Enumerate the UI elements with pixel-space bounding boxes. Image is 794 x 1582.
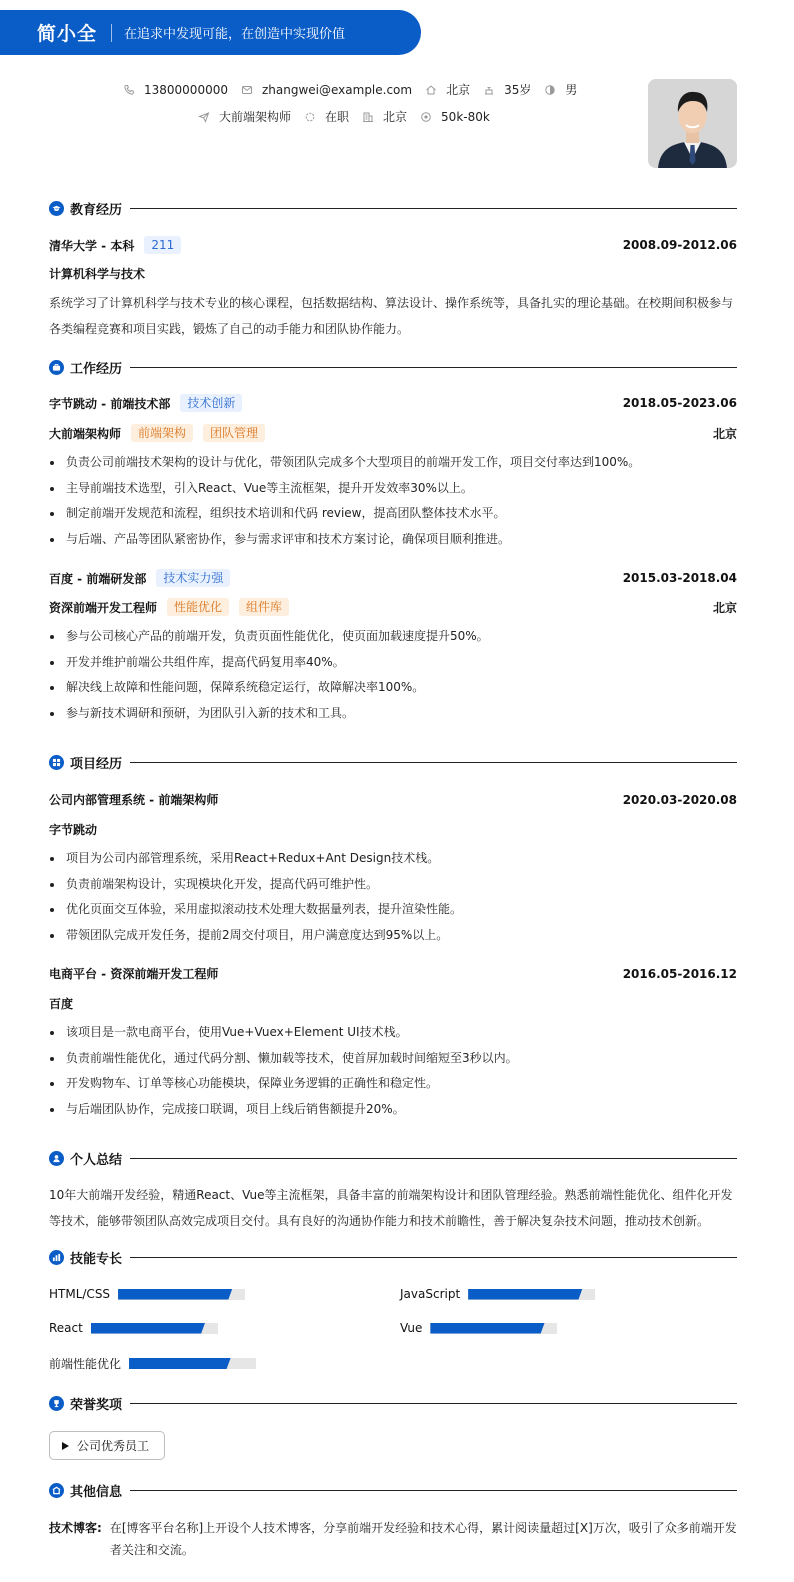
contact-salary [420,110,490,124]
project-company: 百度 [49,997,74,1011]
role-tag: 前端架构 [131,424,193,442]
award-badge [49,1431,165,1460]
skill-bar-fill [118,1289,232,1300]
skill-name: Vue [400,1321,423,1335]
user-icon [49,1151,64,1166]
status-value: 在职 [325,110,350,124]
graduation-cap-icon [49,201,64,216]
skill-bar-fill [129,1358,231,1369]
location-icon [425,84,437,96]
skill-bar [91,1323,218,1334]
section-divider [130,1490,737,1491]
list-item: 开发并维护前端公共组件库，提高代码复用率40%。 [49,650,737,676]
skill-item [49,1287,245,1301]
section-divider [130,367,737,368]
project-2-bullets [49,1020,737,1122]
list-item: 负责前端架构设计，实现模块化开发，提高代码可维护性。 [49,872,737,898]
list-item: 负责公司前端技术架构的设计与优化，带领团队完成多个大型项目的前端开发工作，项目交付率达到100%。 [49,450,737,476]
age-icon [483,84,495,96]
candidate-name: 简小全 [37,23,98,45]
work-2-role-row [49,598,737,616]
list-item: 与后端团队协作，完成接口联调，项目上线后销售额提升20%。 [49,1097,737,1123]
skill-name: HTML/CSS [49,1287,111,1301]
company-name: 百度 - 前端研发部 [49,571,147,586]
list-item: 参与新技术调研和预研，为团队引入新的技术和工具。 [49,701,737,727]
list-item: 主导前端技术选型，引入React、Vue等主流框架，提升开发效率30%以上。 [49,476,737,502]
project-period: 2016.05-2016.12 [622,966,737,981]
skill-bar [129,1358,256,1369]
play-triangle-icon [62,1442,69,1450]
section-divider [130,1403,737,1404]
skill-name: React [49,1321,83,1335]
banner-divider [111,24,112,42]
role-name: 资深前端开发工程师 [49,600,158,615]
contact-email [241,83,412,97]
contact-expected-city [362,108,407,125]
company-name: 字节跳动 - 前端技术部 [49,396,171,411]
company-tag: 技术实力强 [156,569,230,587]
section-work [49,358,737,376]
major: 计算机科学与技术 [49,267,146,281]
list-item: 参与公司核心产品的前端开发，负责页面性能优化，使页面加载速度提升50%。 [49,624,737,650]
award-name: 公司优秀员工 [77,1439,150,1453]
salary-value: 50k-80k [441,109,490,124]
role-tag: 团队管理 [203,424,265,442]
email-value: zhangwei@example.com [261,82,413,97]
school-tag: 211 [144,236,181,254]
work-2-bullets [49,624,737,726]
grid-icon [49,755,64,770]
section-title-text: 其他信息 [70,1484,123,1500]
phone-value: 13800000000 [144,82,228,97]
company-tag: 技术创新 [180,394,242,412]
education-major-row [49,265,737,282]
status-icon [304,111,316,123]
project-1-bullets [49,846,737,948]
work-location: 北京 [712,426,737,441]
skill-name: 前端性能优化 [49,1357,122,1371]
list-item: 解决线上故障和性能问题，保障系统稳定运行，故障解决率100%。 [49,675,737,701]
list-item: 负责前端性能优化，通过代码分割、懒加载等技术，使首屏加载时间缩短至3秒以内。 [49,1046,737,1072]
education-description: 系统学习了计算机科学与技术专业的核心课程，包括数据结构、算法设计、操作系统等，具备扎实的理论基础。在校期间积极参与各类编程竞赛和项目实践，锻炼了自己的动手能力和团队协作能力。 [49,296,734,336]
contact-city [425,81,470,98]
trophy-icon [49,1396,64,1411]
section-divider [130,1158,737,1159]
list-item: 开发购物车、订单等核心功能模块，保障业务逻辑的正确性和稳定性。 [49,1071,737,1097]
section-title-text: 荣誉奖项 [70,1397,123,1413]
contact-phone [123,83,228,97]
role-name: 大前端架构师 [49,426,122,441]
project-2-company-row [49,995,737,1012]
name-banner [0,10,421,55]
city-value: 北京 [446,83,471,97]
section-education [49,199,737,217]
section-skills [49,1248,737,1266]
project-title: 电商平台 - 资深前端开发工程师 [49,967,219,981]
skill-bar [430,1323,557,1334]
list-item: 带领团队完成开发任务，提前2周交付项目，用户满意度达到95%以上。 [49,923,737,949]
project-2-header [49,965,737,982]
candidate-motto: 在追求中发现可能，在创造中实现价值 [124,27,346,42]
section-projects [49,753,737,771]
skill-item [49,1355,256,1372]
section-title-text: 个人总结 [70,1152,123,1168]
role-tag: 组件库 [239,598,289,616]
skill-item [400,1287,595,1301]
project-1-company-row [49,821,737,838]
building-icon [362,111,374,123]
skill-item [49,1321,218,1335]
project-1-header [49,791,737,808]
phone-icon [123,84,135,96]
work-2-header [49,569,737,587]
section-title-text: 教育经历 [70,202,123,218]
mail-icon [241,84,253,96]
skill-bar [468,1289,595,1300]
section-summary [49,1149,737,1167]
work-location: 北京 [712,600,737,615]
school-name: 清华大学 - 本科 [49,238,135,253]
summary-text: 10年大前端开发经验，精通React、Vue等主流框架，具备丰富的前端架构设计和团队管理经验。熟悉前端性能优化、组件化开发等技术，能够带领团队高效完成项目交付。具有良好的沟通协作能力和技术前瞻性，善于解决复杂技术问题，推动技术创新。 [49,1188,733,1228]
avatar [648,79,737,168]
info-icon [49,1483,64,1498]
gender-icon [544,84,556,96]
section-title-text: 技能专长 [70,1251,123,1267]
work-period: 2018.05-2023.06 [622,396,737,410]
education-header [49,236,737,254]
work-1-role-row [49,424,737,442]
other-info [49,1517,737,1561]
section-title-text: 项目经历 [70,756,123,772]
work-period: 2015.03-2018.04 [622,571,737,585]
list-item: 项目为公司内部管理系统，采用React+Redux+Ant Design技术栈。 [49,846,737,872]
contact-row-2 [198,108,503,125]
list-item: 该项目是一款电商平台，使用Vue+Vuex+Element UI技术栈。 [49,1020,737,1046]
skill-name: JavaScript [400,1287,461,1301]
project-title: 公司内部管理系统 - 前端架构师 [49,793,219,807]
contact-age [483,81,531,98]
contact-row-1 [123,81,590,98]
list-item: 优化页面交互体验，采用虚拟滚动技术处理大数据量列表，提升渲染性能。 [49,897,737,923]
skill-bar [118,1289,245,1300]
age-value: 35岁 [504,83,532,97]
list-item: 与后端、产品等团队紧密协作，参与需求评审和技术方案讨论，确保项目顺利推进。 [49,527,737,553]
other-label: 技术博客: [49,1521,102,1535]
project-period: 2020.03-2020.08 [622,792,737,807]
skill-bar-fill [430,1323,544,1334]
position-value: 大前端架构师 [219,110,292,124]
list-item: 制定前端开发规范和流程，组织技术培训和代码 review，提高团队整体技术水平。 [49,501,737,527]
section-divider [130,1257,737,1258]
skill-item [400,1321,557,1335]
send-icon [198,111,210,123]
education-period: 2008.09-2012.06 [622,238,737,252]
section-other [49,1481,737,1499]
skill-bar-fill [91,1323,205,1334]
contact-status [304,108,349,125]
work-1-header [49,394,737,412]
project-company: 字节跳动 [49,823,98,837]
section-divider [130,762,737,763]
section-title-text: 工作经历 [70,361,123,377]
expected-city-value: 北京 [383,110,408,124]
briefcase-icon [49,360,64,375]
money-icon [420,111,432,123]
skill-bar-fill [468,1289,582,1300]
bar-chart-icon [49,1250,64,1265]
gender-value: 男 [565,83,578,97]
work-1-bullets [49,450,737,552]
other-text: 在[博客平台名称]上开设个人技术博客，分享前端开发经验和技术心得，累计阅读量超过[X]万次，吸引了众多前端开发者关注和交流。 [109,1521,737,1557]
section-honors [49,1394,737,1412]
contact-gender [544,81,577,98]
contact-position [198,108,291,125]
section-divider [130,208,737,209]
role-tag: 性能优化 [167,598,229,616]
